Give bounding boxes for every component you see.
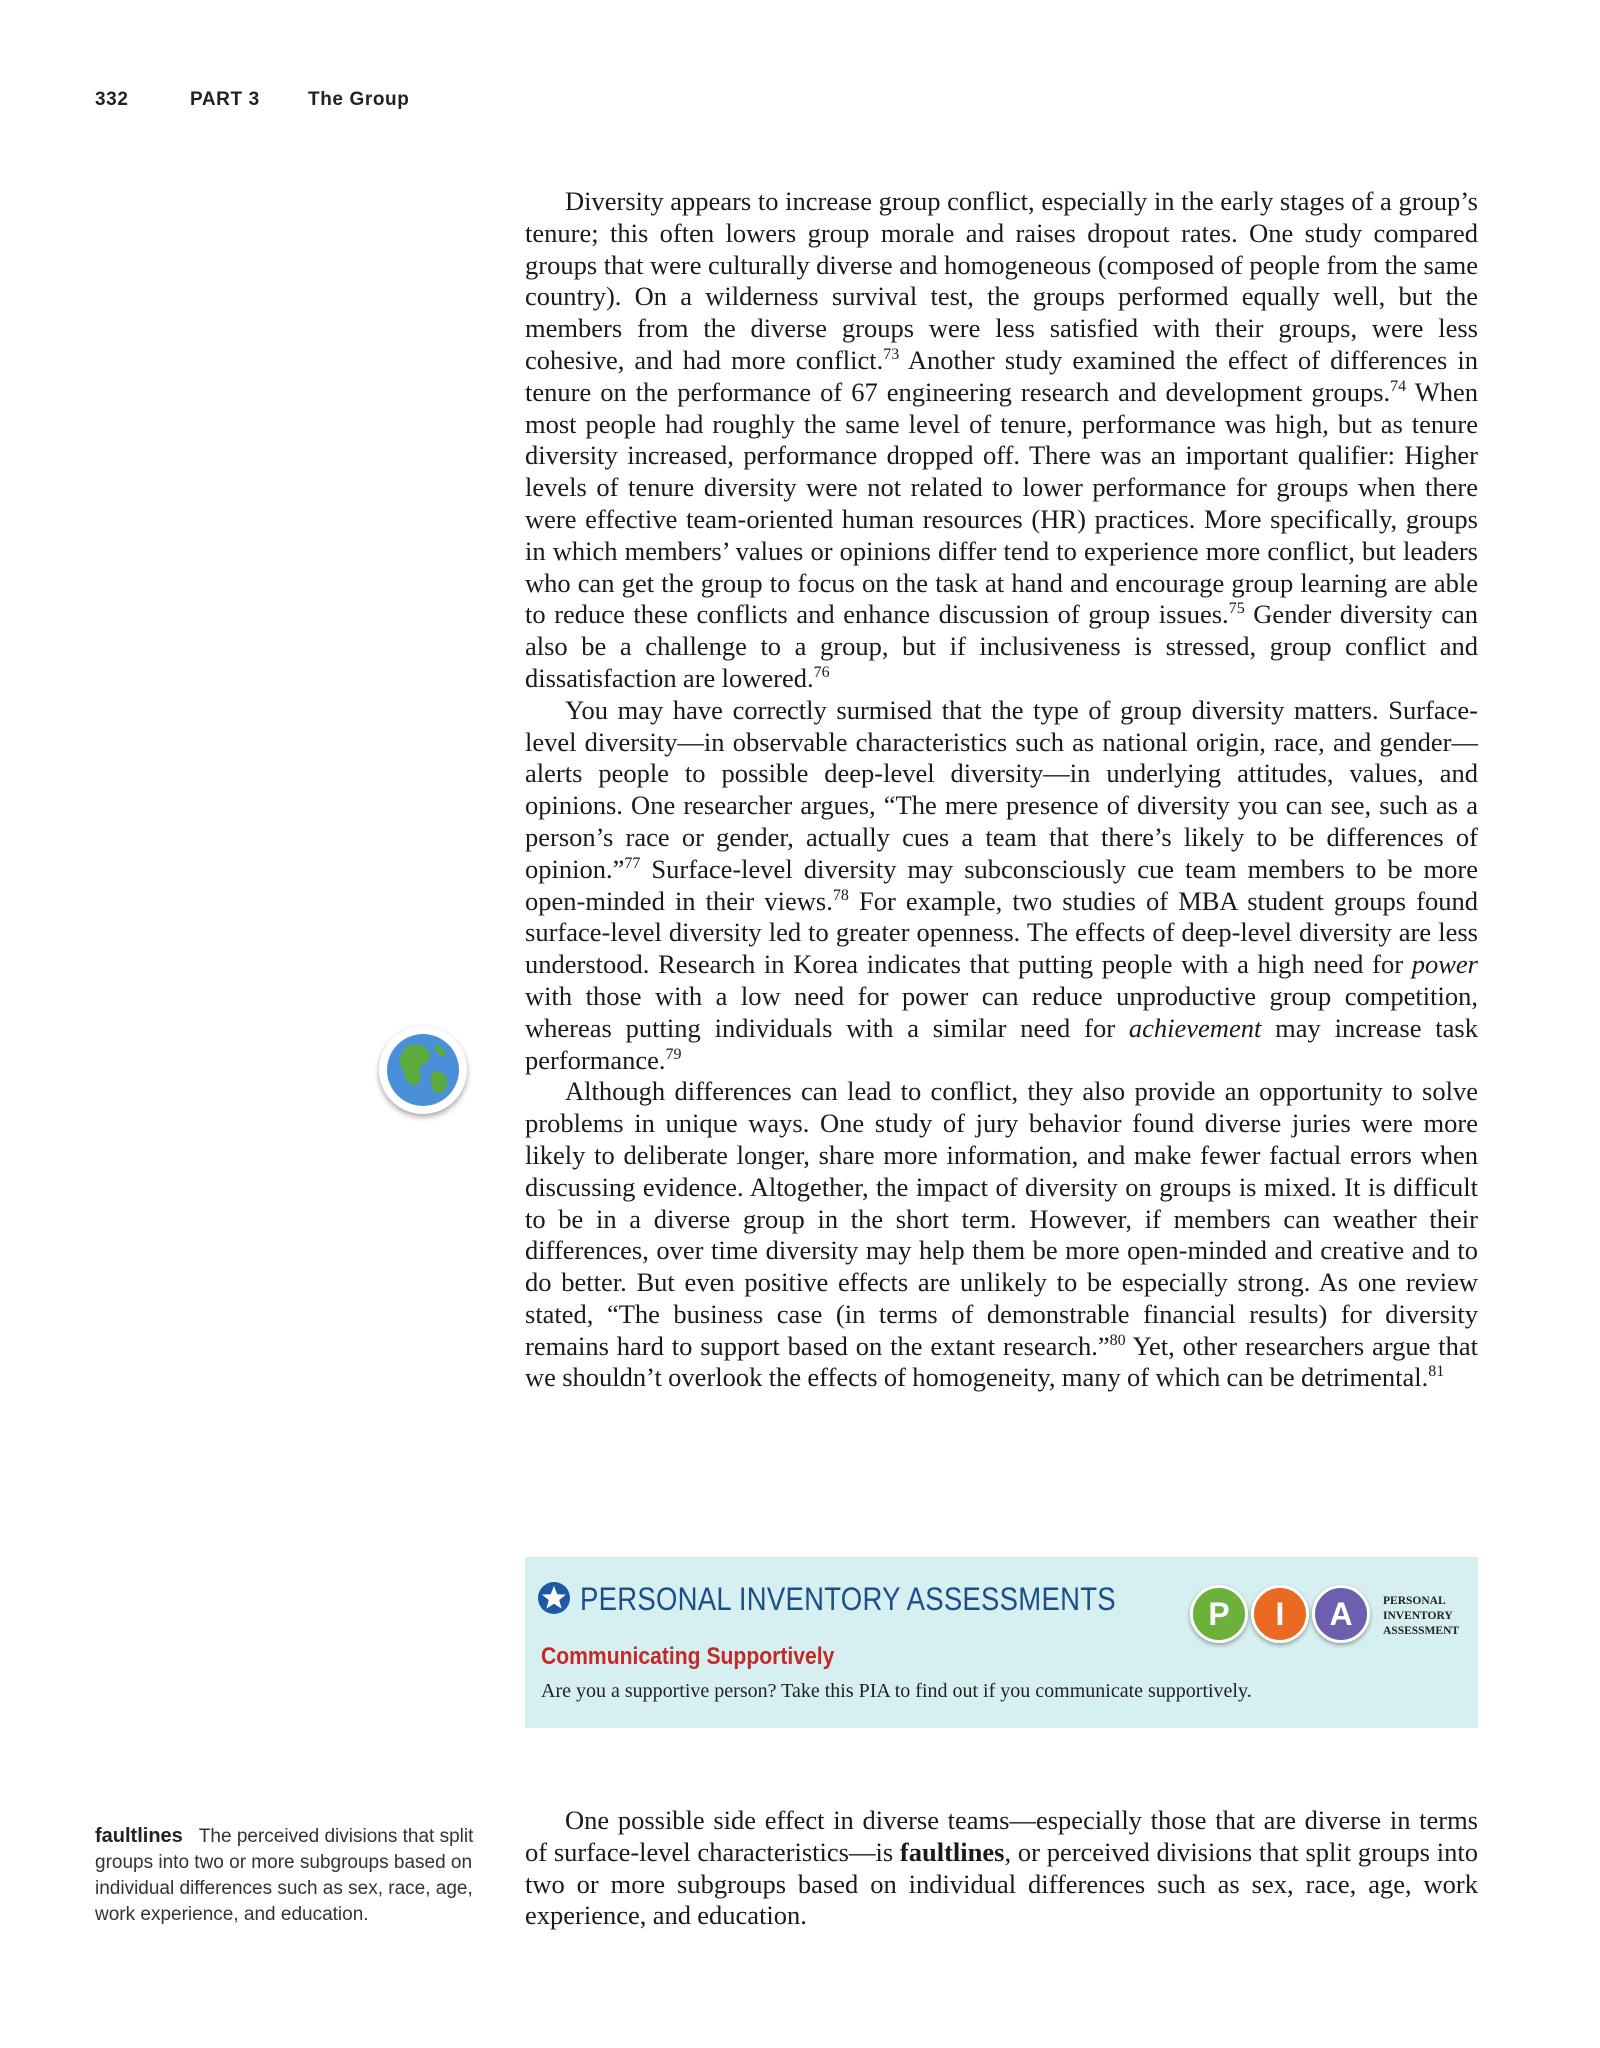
pia-box [525, 1557, 1478, 1728]
definition-term: faultlines [95, 1825, 183, 1847]
star-badge-icon [537, 1581, 571, 1615]
emphasis-power: power [1411, 949, 1478, 980]
margin-definition [95, 1823, 485, 1928]
text-run: One possible side effect in diverse teams—especially those that are diverse in terms of surface-level characteristics—is [525, 1805, 1478, 1867]
paragraph-diversity-conflict [525, 186, 1478, 695]
globe-graphic [385, 1032, 461, 1108]
text-run: When most people had roughly the same level of tenure, performance was high, but as tenure diversity increased, performance dropped off. There was an important qualifier: Higher levels of tenure diversity were not related to lower performance for groups when there were effective team-oriented human resources (HR) practices. More specifically, groups in which members’ values or opinions differ tend to experience more conflict, but leaders who can get the group to focus on the task at hand and encourage group learning are able to reduce these conflicts and enhance discussion of group issues. [525, 376, 1478, 630]
paragraph-faultlines [525, 1805, 1478, 1932]
pia-logo-word: ASSESSMENT [1383, 1625, 1460, 1637]
key-term-faultlines: faultlines [899, 1836, 1005, 1867]
footnote-ref[interactable]: 81 [1428, 1363, 1445, 1381]
footnote-ref[interactable]: 80 [1109, 1331, 1126, 1349]
text-run: You may have correctly surmised that the type of group diversity matters. Surface-level diversity—in observable characteristics such as national origin, race, and gender—alerts people to possible deep-level diversity—in underlying attitudes, values, and opinions. One researcher argues, “The mere presence of diversity you can see, such as a person’s race or gender, actually cues a team that there’s likely to be differences of opinion.” [525, 694, 1478, 884]
text-run: Although differences can lead to conflict, they also provide an opportunity to solve problems in unique ways. One study of jury behavior found diverse juries were more likely to deliberate longer, share more information, and make fewer factual errors when discussing evidence. Altogether, the impact of diversity on groups is mixed. It is difficult to be in a diverse group in the short term. However, if members can weather their differences, over time diversity may help them be more open-minded and creative and to do better. But even positive effects are unlikely to be especially strong. As one review stated, “The business case (in terms of demonstrable financial results) for diversity remains hard to support based on the extant research.” [525, 1076, 1478, 1361]
pia-logo-text [1383, 1594, 1459, 1639]
pia-description: Are you a supportive person? Take this PIA to find out if you communicate supportively. [541, 1680, 1252, 1702]
definition-text: The perceived divisions that split groups into two or more subgroups based on individual differences such as sex, race, age, work experience, and education. [95, 1826, 474, 1925]
main-text-column [525, 186, 1478, 1394]
text-run: Yet, other researchers argue that we shouldn’t overlook the effects of homogeneity, many of which can be detrimental. [525, 1330, 1478, 1393]
text-run: , or perceived divisions that split groups into two or more subgroups based on individual differences such as sex, race, age, work experience, and education. [525, 1836, 1478, 1931]
running-head [95, 89, 409, 111]
part-title: The Group [308, 89, 410, 110]
pia-logo-a: A [1312, 1585, 1370, 1643]
footnote-ref[interactable]: 73 [883, 345, 900, 363]
pia-logo-i: I [1251, 1585, 1309, 1643]
footnote-ref[interactable]: 79 [665, 1045, 682, 1063]
pia-logo-word: INVENTORY [1383, 1610, 1453, 1622]
paragraph-diversity-opportunity [525, 1076, 1478, 1394]
main-text-column-lower [525, 1805, 1478, 1932]
footnote-ref[interactable]: 77 [624, 854, 641, 872]
footnote-ref[interactable]: 75 [1228, 600, 1245, 618]
globe-icon[interactable] [379, 1026, 467, 1114]
pia-logo-word: PERSONAL [1383, 1595, 1446, 1607]
footnote-ref[interactable]: 74 [1390, 377, 1407, 395]
part-label: PART 3 [190, 89, 260, 110]
footnote-ref[interactable]: 76 [813, 663, 830, 681]
page-number: 332 [95, 89, 129, 110]
text-run: Diversity appears to increase group conflict, especially in the early stages of a group’s tenure; this often lowers group morale and raises dropout rates. One study compared groups that were culturally diverse and homogeneous (composed of people from the same country). On a wilderness survival test, the groups performed equally well, but the members from the diverse groups were less satisfied with their groups, were less cohesive, and had more conflict. [525, 186, 1478, 375]
emphasis-achievement: achievement [1128, 1012, 1262, 1043]
text-run: For example, two studies of MBA student groups found surface-level diversity led to greater openness. The effects of deep-level diversity are less understood. Research in Korea indicates that putting people with a high need for [525, 885, 1478, 980]
text-run: Gender diversity can also be a challenge to a group, but if inclusiveness is stressed, group conflict and dissatisfaction are lowered. [525, 599, 1478, 693]
text-run: may increase task performance. [525, 1012, 1478, 1075]
pia-title: PERSONAL INVENTORY ASSESSMENTS [580, 1581, 1116, 1617]
paragraph-surface-level-diversity [525, 695, 1478, 1077]
text-run: Surface-level diversity may subconsciously cue team members to be more open-minded in their views. [525, 853, 1478, 916]
footnote-ref[interactable]: 78 [832, 886, 849, 904]
pia-logo-p: P [1190, 1585, 1248, 1643]
text-run: with those with a low need for power can reduce unproductive group competition, whereas putting individuals with a similar need for [525, 980, 1478, 1043]
pia-subtitle[interactable]: Communicating Supportively [541, 1643, 835, 1670]
text-run: Another study examined the effect of differences in tenure on the performance of 67 engineering research and development groups. [525, 344, 1478, 407]
